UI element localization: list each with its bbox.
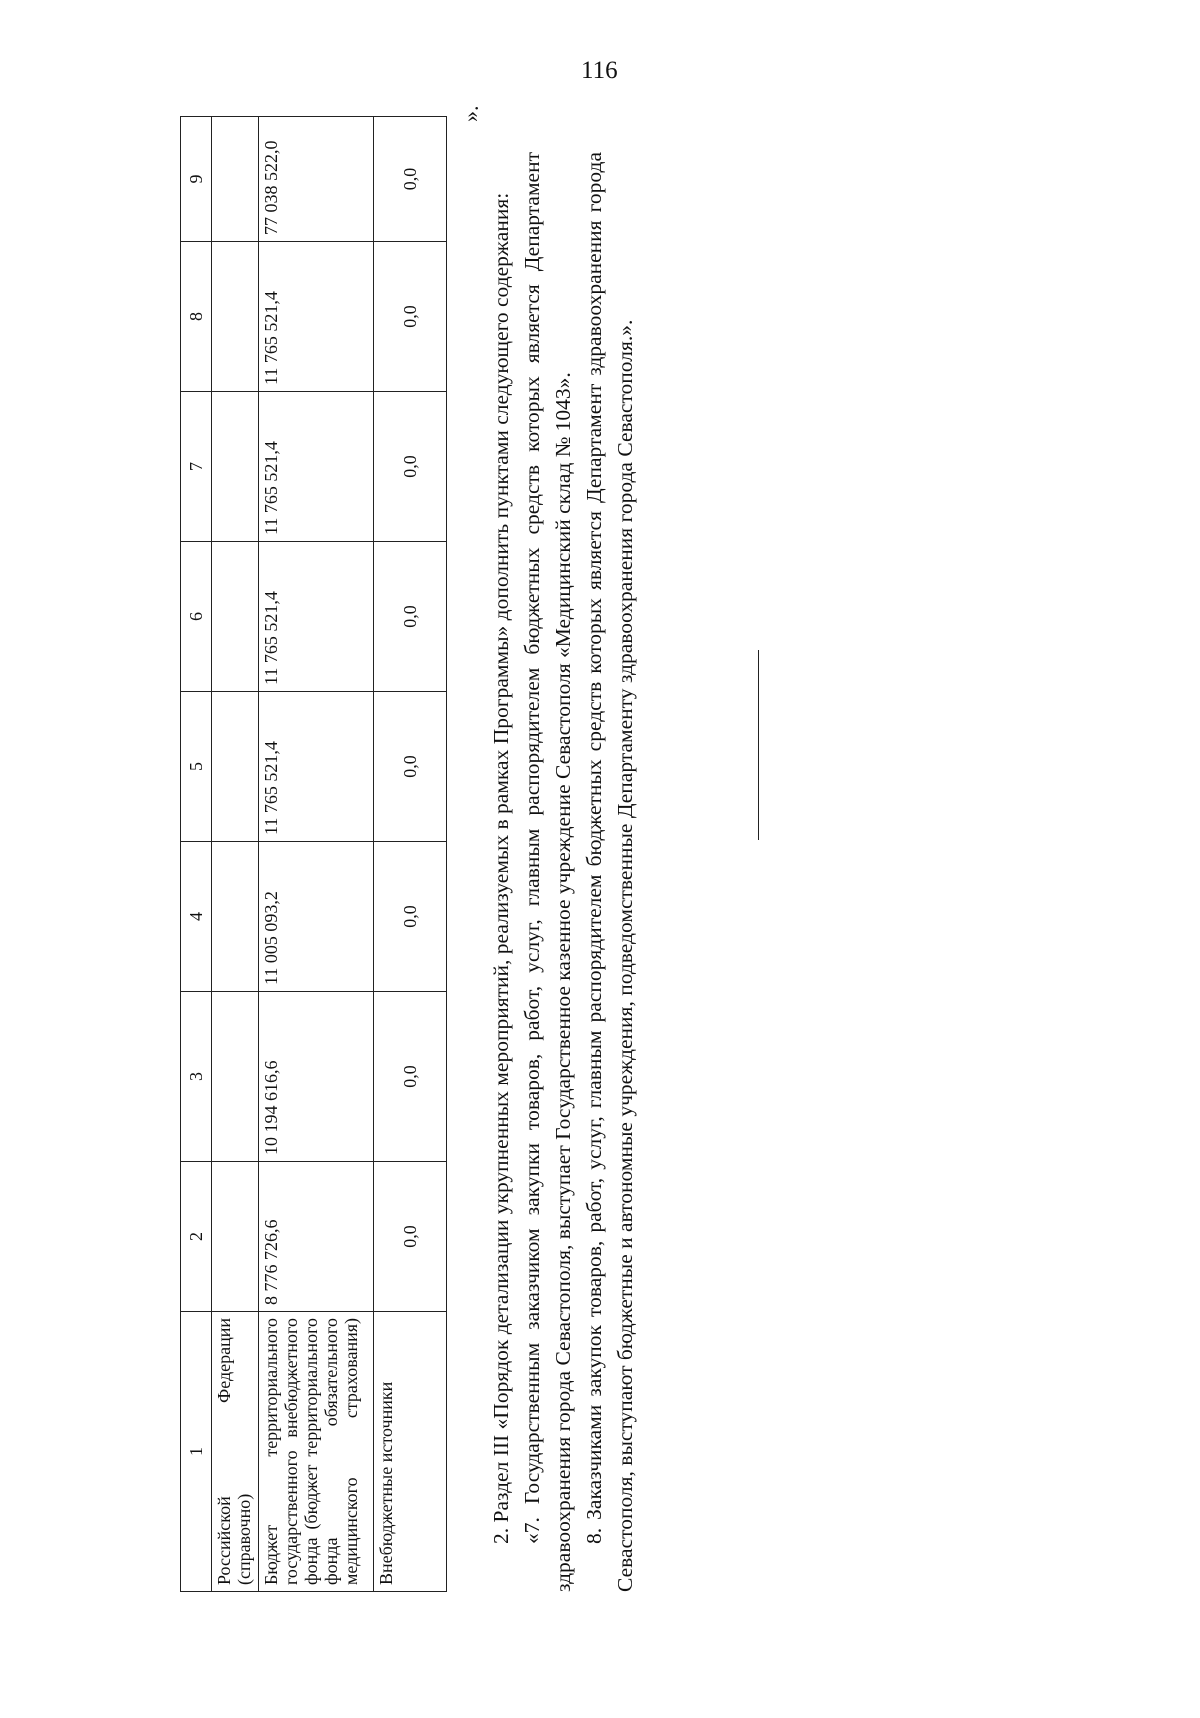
row-label: Внебюджетные источники — [374, 1312, 447, 1592]
header-cell: 8 — [181, 242, 212, 392]
table-cell: 10 194 616,6 — [259, 992, 374, 1162]
table-cell: 0,0 — [374, 992, 447, 1162]
table-cell: 11 765 521,4 — [259, 242, 374, 392]
row-label-left: Российской (справочно) — [214, 1493, 254, 1585]
table-cell — [212, 542, 259, 692]
table-cell — [212, 1162, 259, 1312]
funding-table — [180, 116, 447, 1592]
document-body — [486, 152, 641, 1592]
table-cell — [212, 242, 259, 392]
table-cell — [212, 992, 259, 1162]
table-cell: 8 776 726,6 — [259, 1162, 374, 1312]
table-cell: 0,0 — [374, 1162, 447, 1312]
header-cell: 6 — [181, 542, 212, 692]
table-cell: 11 765 521,4 — [259, 692, 374, 842]
divider-line — [758, 650, 759, 840]
header-cell: 4 — [181, 842, 212, 992]
header-cell: 2 — [181, 1162, 212, 1312]
table-cell: 0,0 — [374, 117, 447, 242]
header-cell: 7 — [181, 392, 212, 542]
table-header-row — [181, 117, 212, 1592]
table-cell: 0,0 — [374, 242, 447, 392]
paragraph: «7. Государственным заказчиком закупки товаров, работ, услуг, главным распорядителем бюджетных средств которых является Департамент здравоохранения города Севастополя, выступает Государственное казенное учреждение Севастополя «Медицинский склад № 1043». — [520, 152, 575, 1592]
paragraph: 8. Заказчиками закупок товаров, работ, услуг, главным распорядителем бюджетных средств которых является Департамент здравоохранения города Севастополя, выступают бюджетные и автономные учреждения, подведомственные Департаменту здравоохранения города Севастополя.». — [582, 152, 637, 1592]
closing-quote: ». — [458, 105, 483, 122]
table-cell: 11 765 521,4 — [259, 392, 374, 542]
row-label: Бюджет территориального государственного внебюджетного фонда (бюджет территориального фонда обязательного медицинского страхования) — [259, 1312, 374, 1592]
table-cell: 0,0 — [374, 542, 447, 692]
table-row — [259, 117, 374, 1592]
table-cell: 0,0 — [374, 392, 447, 542]
table-row — [374, 117, 447, 1592]
table-cell: 11 005 093,2 — [259, 842, 374, 992]
row-label-right: Федерации — [214, 1318, 234, 1404]
table-cell: 0,0 — [374, 842, 447, 992]
table-cell — [212, 392, 259, 542]
table-cell: 0,0 — [374, 692, 447, 842]
table-row — [212, 117, 259, 1592]
rotated-content — [180, 105, 780, 1592]
page-number: 116 — [581, 57, 618, 84]
header-cell: 9 — [181, 117, 212, 242]
table-cell — [212, 842, 259, 992]
table-cell — [212, 692, 259, 842]
header-cell: 1 — [181, 1312, 212, 1592]
table-cell: 77 038 522,0 — [259, 117, 374, 242]
header-cell: 5 — [181, 692, 212, 842]
row-label — [212, 1312, 259, 1592]
table-cell — [212, 117, 259, 242]
paragraph: 2. Раздел III «Порядок детализации укрупненных мероприятий, реализуемых в рамках Программы» дополнить пунктами следующего содержания: — [489, 192, 513, 1544]
table-cell: 11 765 521,4 — [259, 542, 374, 692]
header-cell: 3 — [181, 992, 212, 1162]
